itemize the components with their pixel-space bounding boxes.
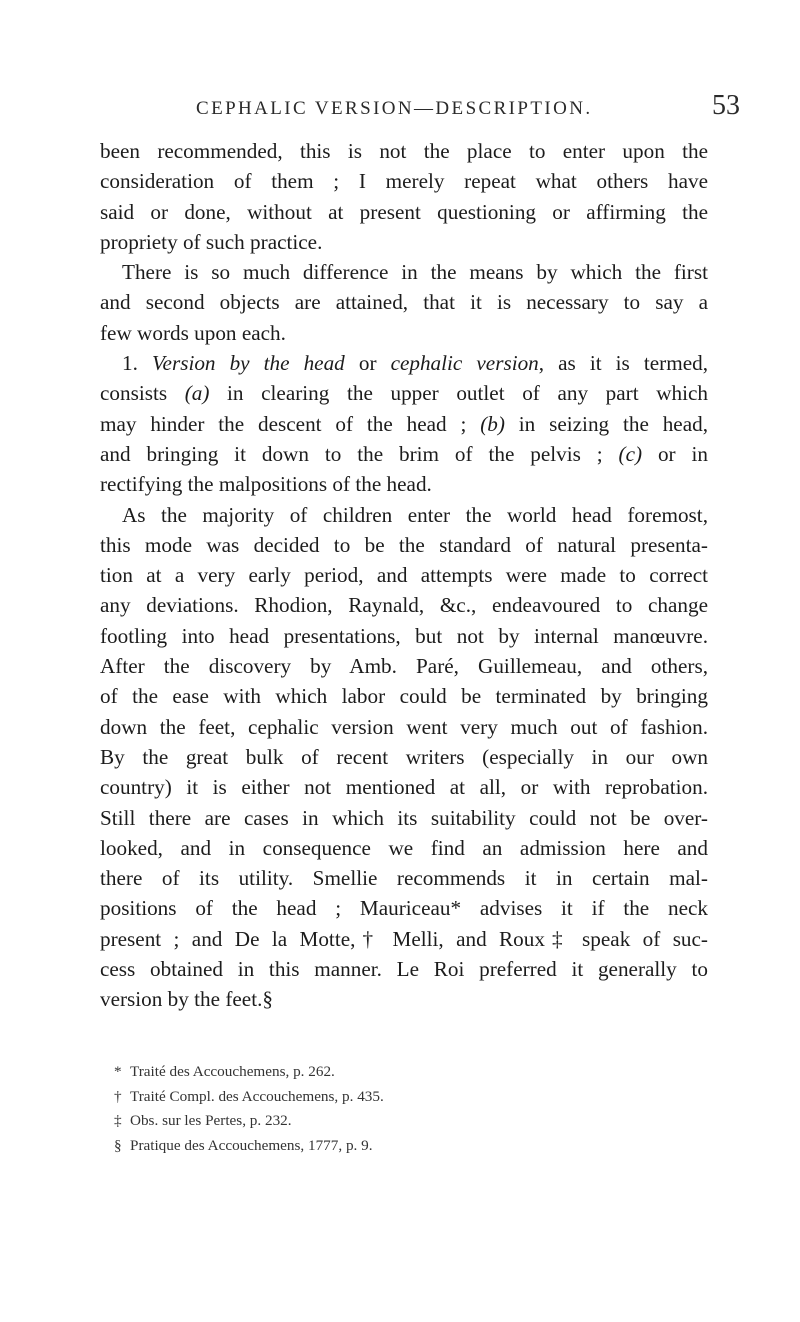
text-line: any deviations. Rhodion, Raynald, &c., endeavoured to change [100, 593, 708, 618]
text-line: this mode was decided to be the standard of natural presenta- [100, 532, 708, 557]
item-marker-b: (b) [480, 411, 505, 436]
footnotes [100, 1060, 708, 1158]
text-line: there of its utility. Smellie recommends it in certain mal- [100, 866, 708, 891]
text-line: cess obtained in this manner. Le Roi preferred it generally to [100, 957, 708, 982]
text-line: few words upon each. [100, 320, 286, 345]
text-line: version by the feet.§ [100, 987, 273, 1012]
paragraph-continuation [100, 136, 708, 257]
paragraph-history [100, 500, 708, 1015]
footnote-mark: † [114, 1087, 122, 1105]
text-line: of the ease with which labor could be terminated by bringing [100, 684, 708, 709]
text-line: country) it is either not mentioned at all, or with reprobation. [100, 775, 708, 800]
footnote [100, 1109, 708, 1134]
footnote [100, 1085, 708, 1110]
footnote-mark: § [114, 1136, 122, 1154]
footnote [100, 1134, 708, 1159]
text-fragment: consists [100, 381, 185, 406]
footnote-text: Obs. sur les Pertes, p. 232. [130, 1112, 292, 1129]
text-line: present ; and De la Motte,† Melli, and Roux‡ speak of suc- [100, 926, 708, 951]
text-fragment: or in [642, 441, 708, 466]
text-fragment: in clearing the upper outlet of any part which [209, 381, 708, 406]
text-line: rectifying the malpositions of the head. [100, 472, 432, 497]
text-line: propriety of such practice. [100, 229, 323, 254]
text-line: said or done, without at present questioning or affirming the [100, 199, 708, 224]
footnote-mark: ‡ [114, 1112, 122, 1129]
text-line: positions of the head ; Mauriceau* advises it if the neck [100, 896, 708, 921]
item-marker-a: (a) [184, 381, 210, 406]
text-fragment: and bringing it down to the brim of the pelvis ; [100, 441, 619, 466]
text-fragment: may hinder the descent of the head ; [100, 411, 481, 436]
text-line: down the feet, cephalic version went very much out of fashion. [100, 714, 708, 739]
text-line: As the majority of children enter the world head foremost, [122, 502, 708, 527]
text-line [100, 348, 708, 378]
running-head: CEPHALIC VERSION—DESCRIPTION. [196, 98, 593, 119]
paragraph-difference [100, 257, 708, 348]
text-line: tion at a very early period, and attempts were made to correct [100, 563, 708, 588]
page-number: 53 [712, 90, 740, 121]
text-line: There is so much difference in the means by which the first [122, 260, 708, 285]
term-cephalic-version: cephalic version [390, 351, 539, 376]
list-number: 1. [122, 351, 152, 376]
text-line: After the discovery by Amb. Paré, Guillemeau, and others, [100, 654, 708, 679]
text-fragment: , as it is termed, [538, 351, 708, 376]
page-header [90, 92, 740, 128]
footnote-text: Traité Compl. des Accouchemens, p. 435. [130, 1087, 384, 1105]
text-line: By the great bulk of recent writers (especially in our own [100, 744, 708, 769]
text-line: been recommended, this is not the place to enter upon the [100, 139, 708, 163]
text-line [100, 439, 708, 469]
footnote-text: Traité des Accouchemens, p. 262. [130, 1063, 335, 1080]
text-line: looked, and in consequence we find an admission here and [100, 835, 708, 860]
footnote [100, 1060, 708, 1085]
text-line: footling into head presentations, but not by internal manœuvre. [100, 623, 708, 648]
text-line [100, 409, 708, 439]
item-marker-c: (c) [618, 441, 643, 466]
body-text [100, 136, 708, 1015]
text-fragment: or [344, 351, 391, 376]
paragraph-cephalic-version [100, 348, 708, 499]
text-line [100, 378, 708, 408]
text-line: Still there are cases in which its suitability could not be over- [100, 805, 708, 830]
footnote-mark: * [114, 1063, 122, 1080]
text-line: and second objects are attained, that it is necessary to say a [100, 290, 708, 315]
term-version-by-head: Version by the head [151, 351, 345, 376]
text-line: consideration of them ; I merely repeat what others have [100, 169, 708, 194]
footnote-text: Pratique des Accouchemens, 1777, p. 9. [130, 1136, 373, 1154]
text-fragment: in seizing the head, [504, 411, 708, 436]
